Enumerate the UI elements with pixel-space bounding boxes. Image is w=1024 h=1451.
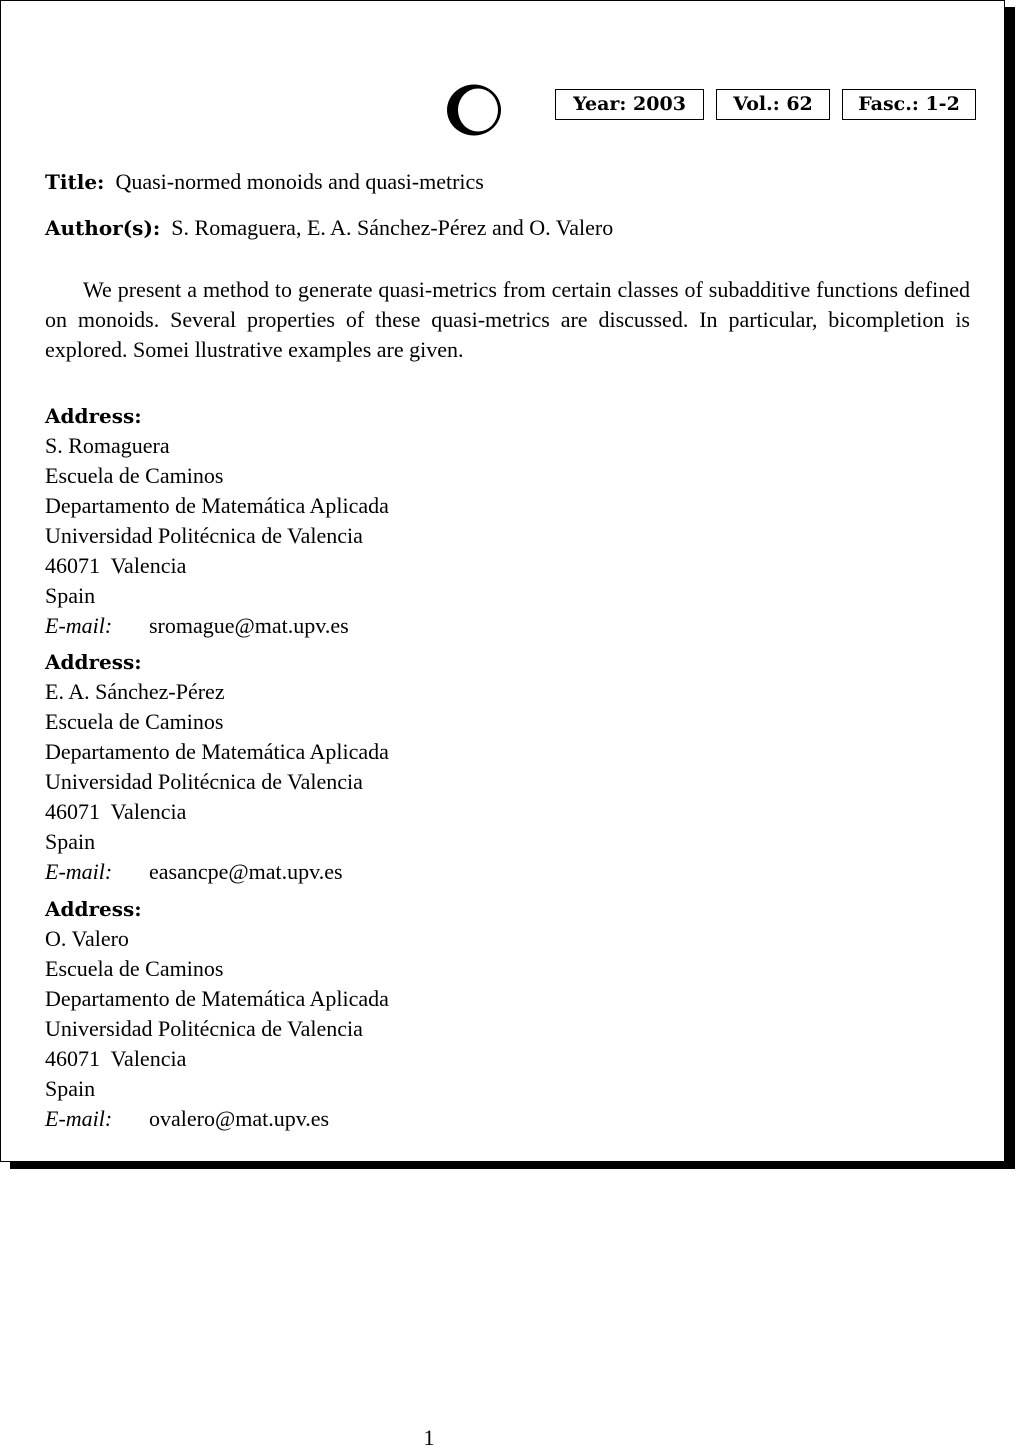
paper-authors: S. Romaguera, E. A. Sánchez-Pérez and O. Valero (171, 215, 614, 240)
volume-box: Vol.: 62 (716, 89, 830, 120)
fascicle-box: Fasc.: 1-2 (842, 89, 976, 120)
journal-logo-icon (446, 83, 504, 137)
address-university: Universidad Politécnica de Valencia (45, 769, 363, 794)
address-block-2 (45, 647, 389, 887)
address-department: Departamento de Matemática Aplicada (45, 493, 389, 518)
email-label: E-mail: (45, 613, 113, 638)
address-country: Spain (45, 583, 96, 608)
address-city: 46071 Valencia (45, 1046, 187, 1071)
email-address: easancpe@mat.upv.es (149, 859, 343, 884)
address-heading: Address: (45, 650, 142, 674)
address-email-row (45, 611, 389, 641)
email-label: E-mail: (45, 859, 113, 884)
address-email-row (45, 857, 389, 887)
address-country: Spain (45, 829, 96, 854)
address-school: Escuela de Caminos (45, 956, 224, 981)
address-department: Departamento de Matemática Aplicada (45, 739, 389, 764)
page-number: 1 (423, 1425, 435, 1450)
email-address: sromague@mat.upv.es (149, 613, 349, 638)
address-email-row (45, 1104, 389, 1134)
address-university: Universidad Politécnica de Valencia (45, 523, 363, 548)
paper-title: Quasi-normed monoids and quasi-metrics (115, 169, 484, 194)
authors-label: Author(s): (45, 216, 161, 240)
address-country: Spain (45, 1076, 96, 1101)
address-name: O. Valero (45, 926, 129, 951)
authors-line (45, 215, 613, 241)
address-heading: Address: (45, 897, 142, 921)
address-heading: Address: (45, 404, 142, 428)
address-name: S. Romaguera (45, 433, 170, 458)
year-box: Year: 2003 (555, 89, 704, 120)
address-university: Universidad Politécnica de Valencia (45, 1016, 363, 1041)
address-block-3 (45, 894, 389, 1134)
abstract: We present a method to generate quasi-metrics from certain classes of subadditive functions defined on monoids. Several properties of these quasi-metrics are discussed. In particular, bicompletion is explored. Somei llustrative examples are given. (45, 277, 970, 362)
address-department: Departamento de Matemática Aplicada (45, 986, 389, 1011)
address-school: Escuela de Caminos (45, 463, 224, 488)
email-label: E-mail: (45, 1106, 113, 1131)
email-address: ovalero@mat.upv.es (149, 1106, 330, 1131)
title-line (45, 169, 484, 195)
address-school: Escuela de Caminos (45, 709, 224, 734)
address-block-1 (45, 401, 389, 641)
address-city: 46071 Valencia (45, 553, 187, 578)
address-name: E. A. Sánchez-Pérez (45, 679, 225, 704)
address-city: 46071 Valencia (45, 799, 187, 824)
title-label: Title: (45, 170, 105, 194)
